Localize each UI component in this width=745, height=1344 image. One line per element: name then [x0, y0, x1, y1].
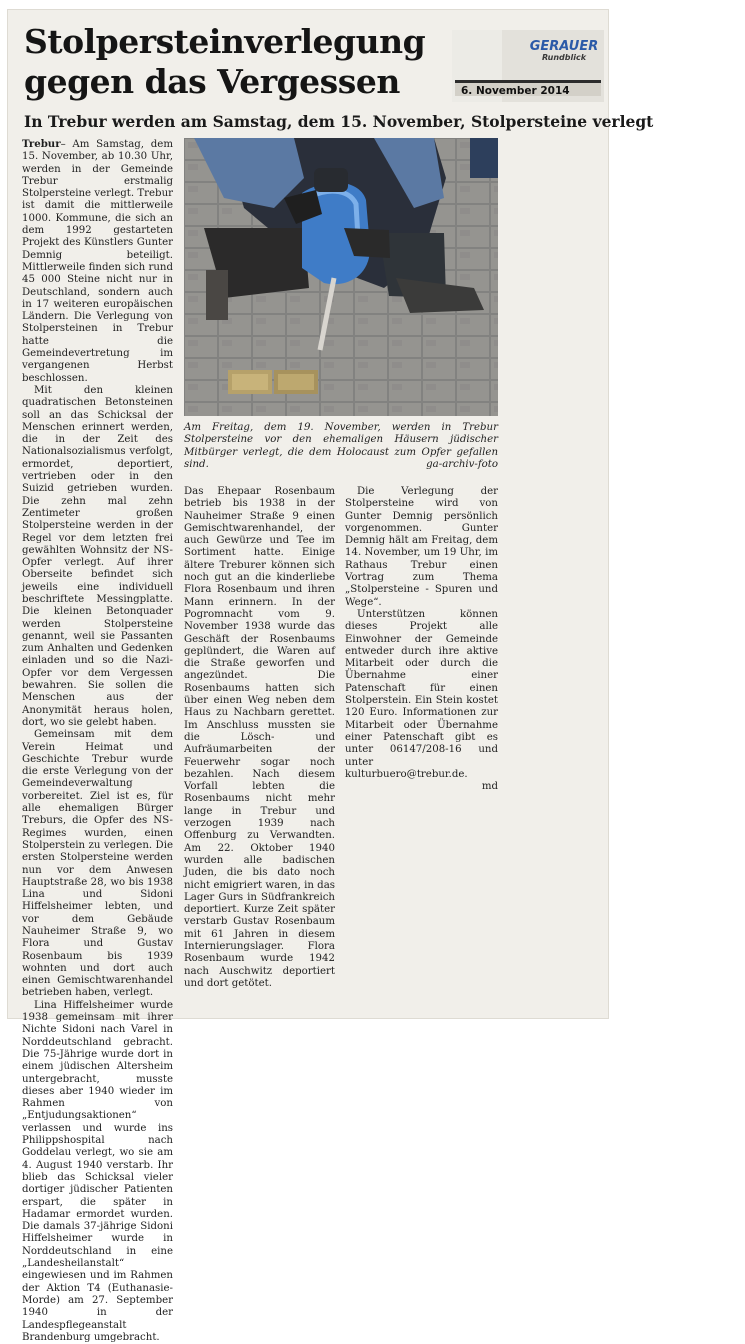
logo-line-2: Rundblick [541, 53, 587, 62]
publication-date: 6. November 2014 [455, 80, 601, 96]
article-paragraph: Die Verlegung der Stolpersteine wird von Gunter Demnig persönlich vorgenommen. Gunter Demnig hält am Freitag, dem 14. November, um 19 Uhr, im Rathaus Trebur einen Vortrag zum Thema „Stolpersteine - Spuren und Wege“. [345, 486, 498, 608]
article-paragraph: Unterstützen können dieses Projekt alle Einwohner der Gemeinde entweder durch ihre aktive Mitarbeit oder durch die Übernahme einer Patenschaft für einen Stolperstein. Ein Stein kostet 120 Euro. Informationen zur Mitarbeit oder Übernahme einer Patenschaft gibt es unter 06147/208-16 und unter kulturbuero@trebur.de. [345, 608, 498, 780]
author-initials: md [481, 781, 498, 793]
headline-line-1: Stolpersteinverlegung [24, 22, 426, 61]
article-subheadline: In Trebur werden am Samstag, dem 15. November, Stolpersteine verlegt [24, 112, 654, 131]
article-paragraph: Lina Hiffelsheimer wurde 1938 gemeinsam mit ihrer Nichte Sidoni nach Varel in Norddeutschland gebracht. Die 75-Jährige wurde dort in einem jüdischen Altersheim untergebracht, musste dieses aber 1940 wieder im Rahmen von „Entjudungsaktionen“ verlassen und wurde ins Philippshospital nach Goddelau verlegt, wo sie am 4. August 1940 verstarb. Ihr blieb das Schicksal vieler dortiger jüdischer Patienten erspart, die später in Hadamar ermordet wurden. Die damals 37-jährige Sidoni Hiffelsheimer wurde in Norddeutschland in eine „Landesheilanstalt“ eingewiesen und im Rahmen der Aktion T4 (Euthanasie-Morde) am 27. September 1940 in der Landespflegeanstalt Brandenburg umgebracht. [22, 999, 173, 1343]
article-paragraph: Trebur– Am Samstag, dem 15. November, ab 10.30 Uhr, werden in der Gemeinde Trebur erstmalig Stolpersteine verlegt. Trebur ist damit die mittlerweile 1000. Kommune, die sich an dem 1992 gestarteten Projekt des Künstlers Gunter Demnig beteiligt. Mittlerweile finden sich rund 45 000 Steine nicht nur in Deutschland, sondern auch in 17 weiteren europäischen Ländern. Die Verlegung von Stolpersteinen in Trebur hatte die Gemeindevertretung im vergangenen Herbst beschlossen. [22, 138, 174, 384]
text-column-3 [345, 486, 498, 1006]
photo-caption [184, 422, 498, 472]
text-column-2 [184, 486, 335, 1006]
article-paragraph: Gemeinsam mit dem Verein Heimat und Geschichte Trebur wurde die erste Verlegung von der Gemeindeverwaltung vorbereitet. Ziel ist es, für alle ehemaligen Bürger Treburs, die Opfer des NS-Regimes wurden, einen Stolperstein zu verlegen. Die ersten Stolpersteine werden nun vor dem Anwesen Hauptstraße 28, wo bis 1938 Lina und Sidoni Hiffelsheimer lebten, und vor dem Gebäude Nauheimer Straße 9, wo Flora und Gustav Rosenbaum bis 1939 wohnten und dort auch einen Gemischtwarenhandel betrieben haben, verlegt. [22, 729, 173, 999]
newspaper-logo [526, 40, 602, 66]
article-paragraph: Das Ehepaar Rosenbaum betrieb bis 1938 in der Nauheimer Straße 9 einen Gemischtwarenhandel, der auch Gewürze und Tee im Sortiment hatte. Einige ältere Treburer können sich noch gut an die kinderliebe Flora Rosenbaum und ihren Mann erinnern. In der Pogromnacht vom 9. November 1938 wurde das Geschäft der Rosenbaums geplündert, die Waren auf die Straße geworfen und angezündet. Die Rosenbaums hatten sich über einen Weg neben dem Haus zu Nachbarn gerettet. Im Anschluss mussten sie die Lösch- und Aufräumarbeiten der Feuerwehr sogar noch bezahlen. Nach diesem Vorfall lebten die Rosenbaums nicht mehr lange in Trebur und verzogen 1939 nach Offenburg zu Verwandten. Am 22. Oktober 1940 wurden alle badischen Juden, die bis dato noch nicht emigriert waren, in das Lager Gurs in Südfrankreich deportiert. Kurze Zeit später verstarb Gustav Rosenbaum mit 61 Jahren in diesem Internierungslager. Flora Rosenbaum wurde 1942 nach Auschwitz deportiert und dort getötet. [184, 486, 335, 989]
stolperstein-photo [184, 138, 498, 416]
logo-line-1: GERAUER [529, 39, 599, 54]
article-photo [184, 138, 498, 416]
article-headline [24, 22, 464, 102]
photo-credit: ga-archiv-foto [426, 459, 498, 471]
headline-line-2: gegen das Vergessen [24, 62, 400, 101]
dateline: Trebur [22, 138, 61, 150]
text-column-1 [22, 138, 174, 1343]
caption-text: Am Freitag, dem 19. November, werden in Trebur Stolpersteine vor den ehemaligen Häusern jüdischer Mitbürger verlegt, die dem Holocaust zum Opfer gefallen sind. [184, 422, 498, 471]
article-paragraph: Mit den kleinen quadratischen Betonsteinen soll an das Schicksal der Menschen erinnert werden, die in der Zeit des Nationalsozialismus verfolgt, ermordet, deportiert, vertrieben oder in den Suizid getrieben wurden. Die zehn mal zehn Zentimeter großen Stolpersteine werden in der Regel vor dem letzten frei gewählten Wohnsitz der NS-Opfer verlegt. Auf ihrer Oberseite befindet sich jeweils eine individuell beschriftete Messingplatte. Die kleinen Betonquader werden Stolpersteine genannt, weil sie Passanten zum Anhalten und Gedenken einladen und so die Nazi-Opfer vor dem Vergessen bewahren. Sie sollen die Menschen aus der Anonymität heraus holen, dort, wo sie gelebt haben. [22, 384, 173, 728]
